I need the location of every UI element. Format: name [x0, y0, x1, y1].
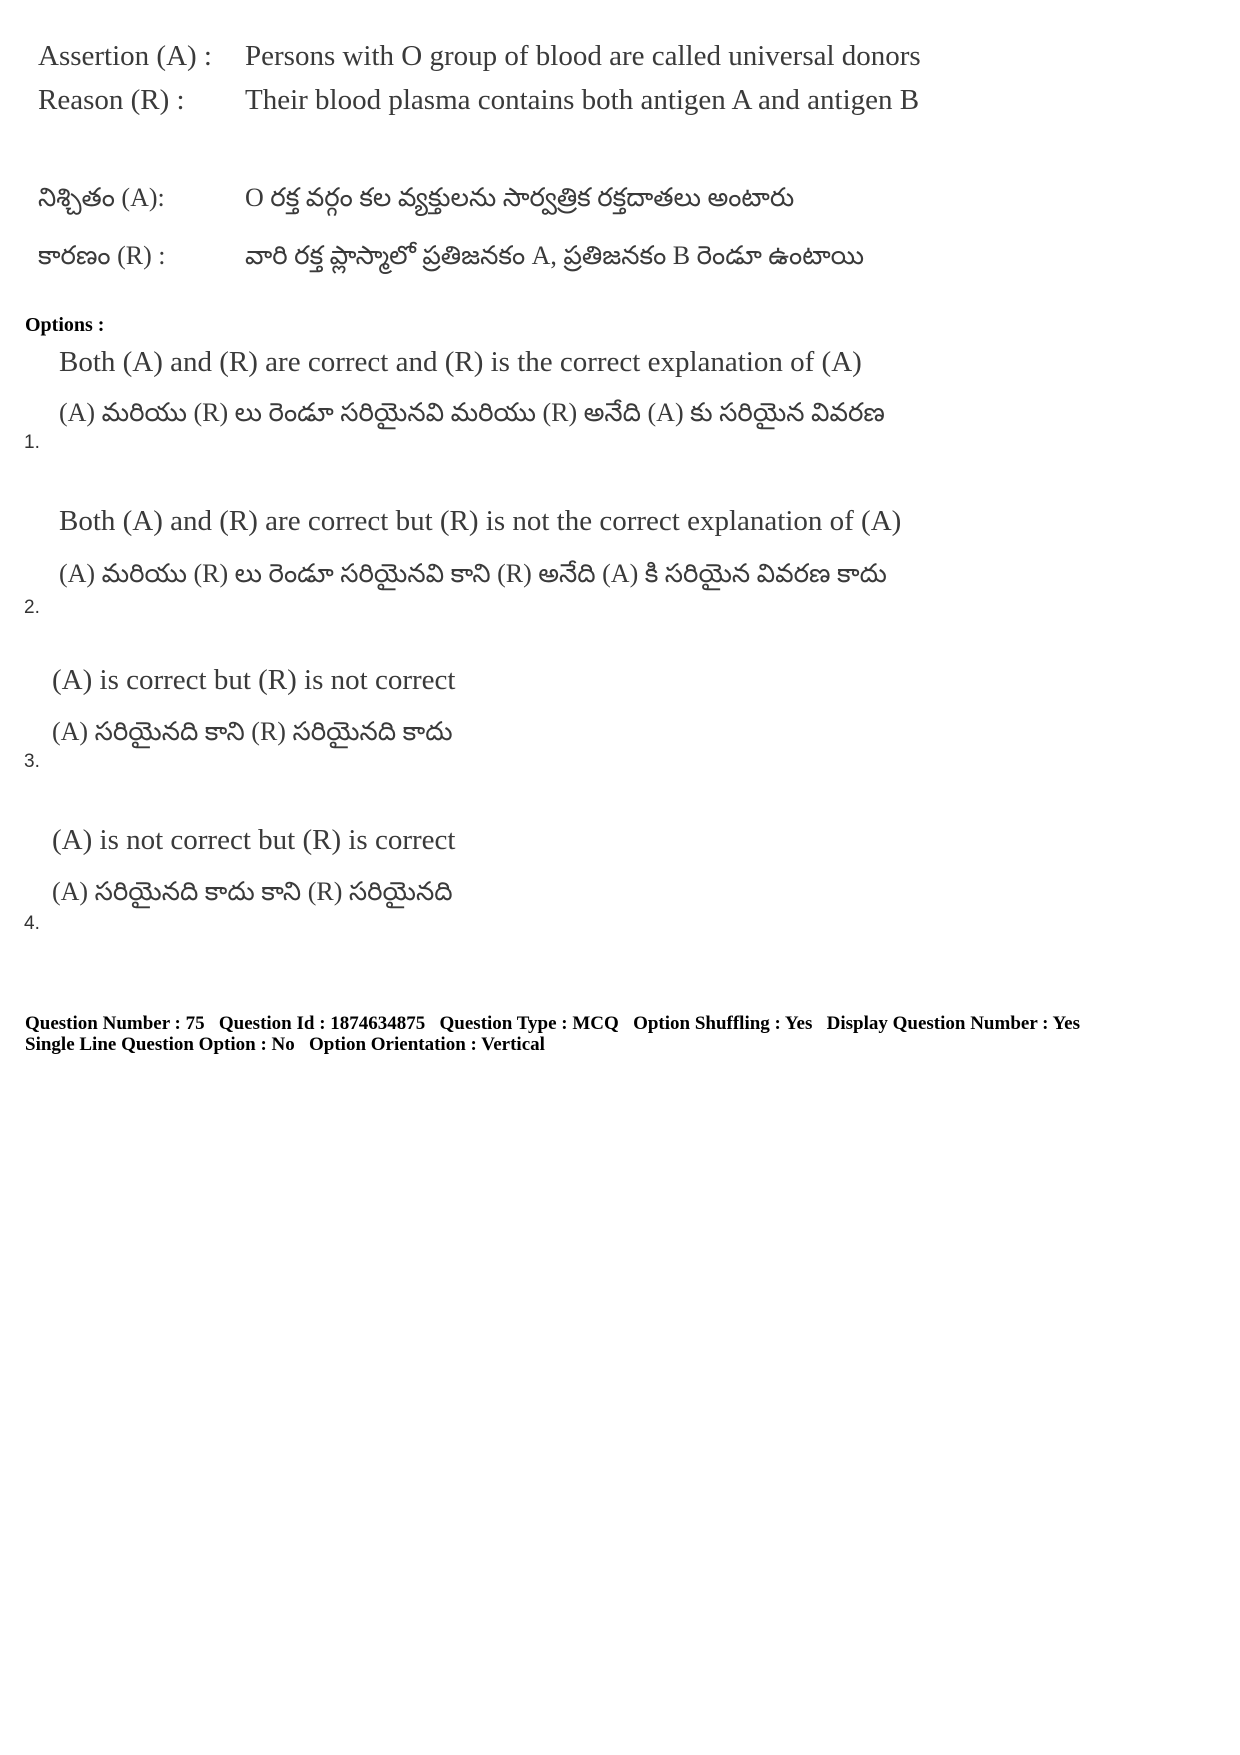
- option-2[interactable]: [0, 505, 1240, 618]
- option-4-text: (A) is not correct but (R) is correct: [52, 824, 456, 856]
- metadata-line-1: [25, 1013, 1215, 1034]
- metadata-line-2: [25, 1034, 1215, 1055]
- question-type: Question Type : MCQ: [439, 1013, 619, 1034]
- option-3[interactable]: [0, 664, 1240, 774]
- option-1-number: 1.: [24, 432, 40, 453]
- question-metadata: [25, 1013, 1215, 1055]
- question-statement: [38, 38, 1038, 288]
- options-heading: Options :: [25, 314, 105, 336]
- option-3-number: 3.: [24, 751, 40, 772]
- single-line-question-option: Single Line Question Option : No: [25, 1034, 295, 1055]
- option-2-text: Both (A) and (R) are correct but (R) is not the correct explanation of (A): [59, 505, 902, 537]
- assertion-label: Assertion (A) :: [38, 40, 212, 72]
- reason-text: Their blood plasma contains both antigen A and antigen B: [245, 84, 920, 116]
- option-2-number: 2.: [24, 597, 40, 618]
- display-question-number: Display Question Number : Yes: [826, 1013, 1080, 1034]
- option-2-text-telugu: (A) మరియు (R) లు రెండూ సరియైనవి కాని (R) అనేది (A) కి సరియైన వివరణ కాదు: [59, 559, 887, 588]
- option-4-number: 4.: [24, 913, 40, 934]
- option-3-text: (A) is correct but (R) is not correct: [52, 664, 456, 696]
- question-number: Question Number : 75: [25, 1013, 205, 1034]
- option-shuffling: Option Shuffling : Yes: [633, 1013, 813, 1034]
- assertion-label-telugu: నిశ్చితం (A):: [38, 183, 165, 212]
- question-id: Question Id : 1874634875: [218, 1013, 426, 1034]
- reason-label: Reason (R) :: [38, 84, 185, 116]
- assertion-text-telugu: O రక్త వర్గం కల వ్యక్తులను సార్వత్రిక రక్తదాతలు అంటారు: [245, 183, 795, 212]
- assertion-text: Persons with O group of blood are called universal donors: [245, 40, 921, 72]
- option-4[interactable]: [0, 824, 1240, 934]
- option-4-text-telugu: (A) సరియైనది కాదు కాని (R) సరియైనది: [52, 877, 453, 906]
- option-1[interactable]: [0, 346, 1240, 456]
- option-1-text-telugu: (A) మరియు (R) లు రెండూ సరియైనవి మరియు (R) అనేది (A) కు సరియైన వివరణ: [59, 398, 885, 427]
- option-1-text: Both (A) and (R) are correct and (R) is the correct explanation of (A): [59, 346, 862, 378]
- reason-label-telugu: కారణం (R) :: [38, 241, 166, 270]
- option-3-text-telugu: (A) సరియైనది కాని (R) సరియైనది కాదు: [52, 717, 453, 746]
- option-orientation: Option Orientation : Vertical: [309, 1034, 545, 1055]
- reason-text-telugu: వారి రక్త ప్లాస్మాలో ప్రతిజనకం A, ప్రతిజనకం B రెండూ ఉంటాయి: [245, 241, 865, 270]
